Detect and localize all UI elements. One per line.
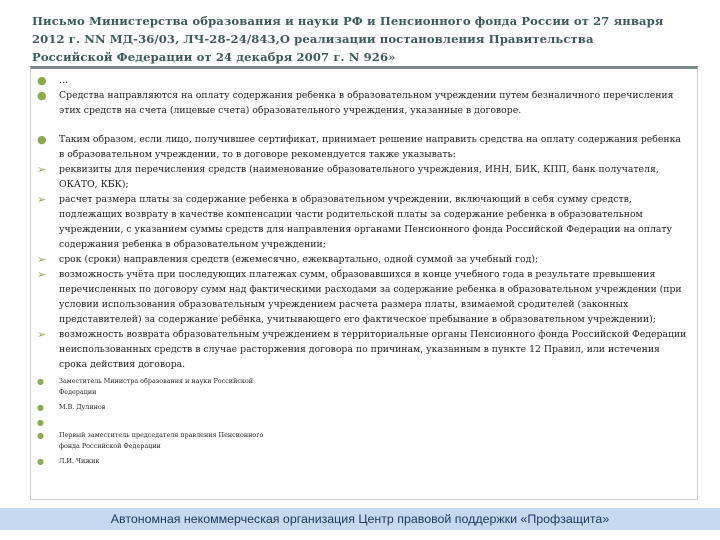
list-item — [35, 252, 689, 267]
signature-text: Л.И. Чижик — [59, 457, 100, 465]
bullet-dot-icon: ● — [37, 403, 44, 412]
list-item-text: возможность возврата образовательным учреждением в территориальные органы Пенсионного фонда Российской Федерации неиспользованных средств в случае расторжения договора по причинам, указанным в пункте 12 Правил, или истечения срока действия договора. — [59, 329, 687, 370]
list-item — [35, 132, 689, 162]
signature-text — [59, 417, 689, 428]
bullet-dot-icon: ● — [37, 457, 44, 466]
list-item — [35, 327, 689, 372]
bullet-dot-icon: ● — [37, 133, 47, 146]
arrow-bullet-icon: ➢ — [37, 163, 47, 176]
main-list — [31, 69, 697, 372]
signature-text: М.В. Дулинов — [59, 403, 106, 411]
signature-text: Первый заместитель председателя правления Пенсионного фонда Российской Федерации — [59, 431, 264, 450]
signature-list — [31, 372, 697, 467]
list-item-text: Средства направляются на оплату содержания ребенка в образовательном учреждении путем безналичного перечисления этих средств на счета (лицевые счета) образовательного учреждения, указанные в договоре. — [59, 90, 674, 116]
signature-item — [35, 402, 689, 413]
arrow-bullet-icon: ➢ — [37, 193, 47, 206]
list-item — [35, 267, 689, 327]
list-item-text: Таким образом, если лицо, получившее сертификат, принимает решение направить средства на оплату содержания ребенка в образовательном учреждении, то в договоре рекомендуется также указывать: — [59, 134, 681, 160]
content-panel — [30, 66, 698, 500]
page-title: Письмо Министерства образования и науки РФ и Пенсионного фонда России от 27 января 2012 г. NN МД-36/03, ЛЧ-28-24/843,О реализации постановления Правительства Российской Федерации от 24 декабря 2007 г. N 926» — [32, 14, 664, 64]
signature-item — [35, 430, 689, 452]
list-item — [35, 88, 689, 118]
list-item — [35, 73, 689, 88]
bullet-dot-icon: ● — [37, 74, 47, 87]
footer-bar: Автономная некоммерческая организация Центр правовой поддержки «Профзащита» — [0, 508, 720, 530]
signature-item — [35, 456, 689, 467]
list-item — [35, 162, 689, 192]
signature-item — [35, 376, 689, 398]
list-item-text: … — [59, 75, 69, 86]
arrow-bullet-icon: ➢ — [37, 268, 47, 281]
signature-text: Заместитель Министра образования и науки Российской Федерации — [59, 377, 254, 396]
bullet-dot-icon: ● — [37, 431, 44, 440]
list-item-text: срок (сроки) направления средств (ежемесячно, ежеквартально, одной суммой за учебный год); — [59, 254, 539, 265]
list-item — [35, 192, 689, 252]
list-item-text: возможность учёта при последующих платежах сумм, образовавшихся в конце учебного года в результате превышения перечисленных по договору сумм над фактическими расходами за содержание ребенка в образовательном учреждении (при условии использования образовательным учреждением расчета размера платы, взимаемой сродителей (законных представителей) за содержание ребёнка, учитывающего его фактическое пребывание в образовательном учреждении); — [59, 269, 682, 325]
arrow-bullet-icon: ➢ — [37, 328, 47, 341]
bullet-dot-icon: ● — [37, 418, 44, 427]
bullet-dot-icon: ● — [37, 89, 47, 102]
signature-item — [35, 417, 689, 428]
list-item-text: реквизиты для перечисления средств (наименование образовательного учреждения, ИНН, БИК, КПП, банк получателя, ОКАТО, КБК); — [59, 164, 659, 190]
list-item-text: расчет размера платы за содержание ребенка в образовательном учреждении, включающий в себя сумму средств, подлежащих возврату в качестве компенсации части родительской платы за содержание ребенка в образовательном учреждении, с указанием суммы средств для направления органами Пенсионного фонда Российской Федерации на оплату содержания ребенка в образовательном учреждении; — [59, 194, 673, 250]
bullet-dot-icon: ● — [37, 377, 44, 386]
arrow-bullet-icon: ➢ — [37, 253, 47, 266]
